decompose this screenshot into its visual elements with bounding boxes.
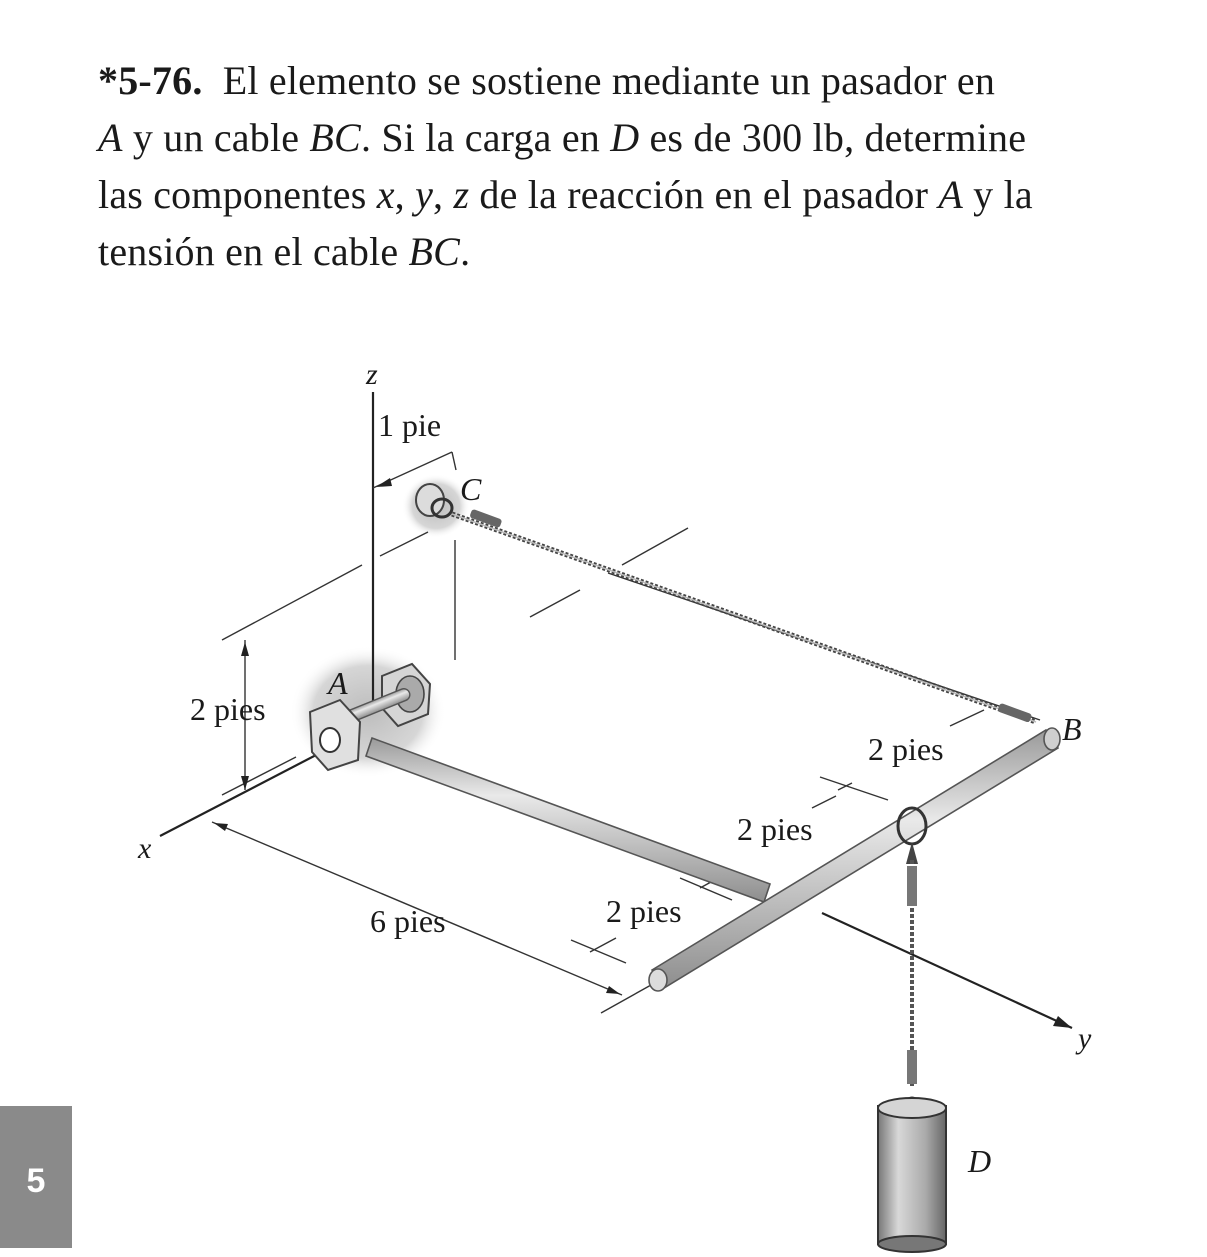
point-c-label: C (460, 471, 482, 507)
rod-cross (652, 730, 1058, 988)
rod-ab-main (366, 738, 770, 902)
cable-end-b (997, 703, 1032, 723)
weight-d (878, 1106, 946, 1244)
chapter-tab (0, 1106, 72, 1248)
problem-line: A y un cable BC. Si la carga en D es de 300 lb, determine (98, 115, 1027, 160)
axis-x-label: x (138, 832, 152, 865)
point-b-label: B (1062, 711, 1082, 747)
point-a-label: A (328, 665, 348, 701)
weight-d-assembly (878, 808, 946, 1252)
dim-1-pie: 1 pie (378, 407, 442, 443)
problem-number: *5-76. (98, 58, 203, 103)
dim-2-pies-front: 2 pies (606, 893, 682, 929)
problem-line: tensión en el cable BC. (98, 229, 471, 274)
y-axis (822, 913, 1072, 1028)
dim-2-pies-vertical: 2 pies (190, 691, 266, 727)
point-d-label: D (968, 1143, 992, 1179)
axis-z-label: z (366, 358, 378, 391)
problem-line: las componentes x, y, z de la reacción en el pasador A y la (98, 172, 1033, 217)
dim-2-pies-upper: 2 pies (868, 731, 944, 767)
problem-line: *5-76. El elemento se sostiene mediante un pasador en (98, 58, 996, 103)
dim-6-pies: 6 pies (370, 903, 446, 939)
chapter-number: 5 (26, 1162, 46, 1200)
axis-y-label: y (1078, 1022, 1092, 1055)
y-axis-arrow (1053, 1016, 1072, 1028)
dim-2-pies-middle: 2 pies (737, 811, 813, 847)
